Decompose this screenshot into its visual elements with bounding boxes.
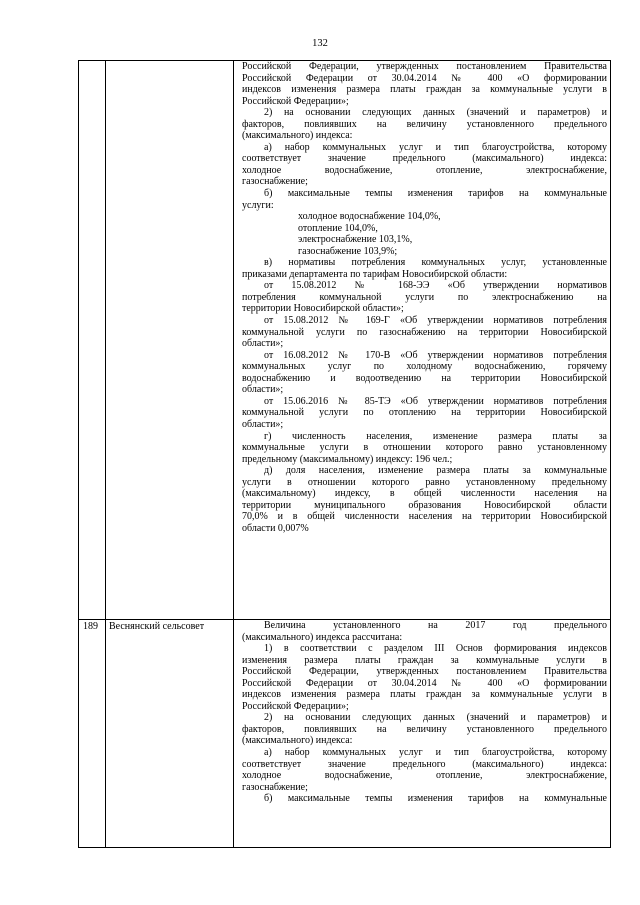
description-text: [234, 61, 610, 534]
text-line: б) максимальные темпы изменения тарифов на коммунальные: [264, 793, 607, 805]
text-line: холодное водоснабжение 104,0%,: [298, 211, 441, 223]
text-line: Российской Федерации, утвержденных постановлением Правительства: [242, 666, 607, 678]
text-line: от 15.06.2016 № 85-ТЭ «Об утверждении нормативов потребления: [264, 395, 607, 407]
municipality-name: Веснянский сельсовет: [109, 621, 205, 632]
text-line: услуги в отношении которого равно установленному предельному: [242, 476, 607, 488]
text-line: от 16.08.2012 № 170-В «Об утверждении нормативов потребления: [264, 349, 607, 361]
text-line: предельному (максимальному) индексу: 196 чел.;: [242, 453, 453, 465]
text-line: области 0,007%: [242, 522, 309, 534]
page-number: 132: [312, 38, 328, 49]
text-line: области»;: [242, 418, 284, 430]
text-line: газоснабжение;: [242, 781, 308, 793]
table-row: [79, 61, 611, 620]
text-line: б) максимальные темпы изменения тарифов на коммунальные: [264, 188, 607, 200]
text-line: холодное водоснабжение, отопление, электроснабжение,: [242, 164, 607, 176]
description-text: [234, 620, 610, 805]
text-line: 2) на основании следующих данных (значений и параметров) и: [264, 712, 607, 724]
description-cell: [234, 620, 611, 848]
text-line: территории муниципального образования Новосибирской области: [242, 499, 607, 511]
text-line: территории Новосибирской области»;: [242, 303, 404, 315]
text-line: холодное водоснабжение, отопление, электроснабжение,: [242, 770, 607, 782]
text-line: Российской Федерации»;: [242, 700, 349, 712]
text-line: (максимальному) индексу, в общей численности населения на: [242, 488, 607, 500]
text-line: изменения размера платы граждан за коммунальные услуги в: [242, 654, 607, 666]
text-line: факторов, повлиявших на величину установленного предельного: [242, 723, 607, 735]
text-line: соответствует значение предельного (максимального) индекса:: [242, 758, 607, 770]
text-line: области»;: [242, 384, 284, 396]
text-line: коммунальные услуги в отношении которого равно установленному: [242, 442, 607, 454]
row-number-cell: [79, 61, 106, 620]
text-line: газоснабжение;: [242, 176, 308, 188]
text-line: д) доля населения, изменение размера платы за коммунальные: [264, 465, 607, 477]
text-line: а) набор коммунальных услуг и тип благоустройства, которому: [264, 141, 607, 153]
text-line: (максимального) индекса:: [242, 130, 353, 142]
text-line: г) численность населения, изменение размера платы за: [264, 430, 607, 442]
text-line: потребления коммунальной услуги по электроснабжению на: [242, 291, 607, 303]
text-line: индексов изменения размера платы граждан за коммунальные услуги в: [242, 84, 607, 96]
text-line: Величина установленного на 2017 год предельного: [264, 620, 607, 631]
text-line: (максимального) индекса рассчитана:: [242, 631, 403, 643]
text-line: (максимального) индекса:: [242, 735, 353, 747]
text-line: Российской Федерации от 30.04.2014 № 400 «О формировании: [242, 72, 607, 84]
text-line: индексов изменения размера платы граждан за коммунальные услуги в: [242, 689, 607, 701]
row-number-cell: [79, 620, 106, 848]
text-line: услуги:: [242, 199, 274, 211]
text-line: Российской Федерации от 30.04.2014 № 400 «О формировании: [242, 677, 607, 689]
text-line: области»;: [242, 338, 284, 350]
text-line: газоснабжение 103,9%;: [298, 245, 398, 257]
text-line: коммунальной услуги по газоснабжению на территории Новосибирской: [242, 326, 607, 338]
text-line: от 15.08.2012 № 168-ЭЭ «Об утверждении нормативов: [264, 280, 607, 292]
description-cell: [234, 61, 611, 620]
text-line: коммунальных услуг по холодному водоснабжению, горячему: [242, 361, 607, 373]
text-line: соответствует значение предельного (максимального) индекса:: [242, 153, 607, 165]
text-line: электроснабжение 103,1%,: [298, 234, 413, 246]
text-line: факторов, повлиявших на величину установленного предельного: [242, 118, 607, 130]
text-line: 70,0% и в общей численности населения на территории Новосибирской: [242, 511, 607, 523]
text-line: приказами департамента по тарифам Новосибирской области:: [242, 268, 508, 280]
text-line: отопление 104,0%,: [298, 222, 378, 234]
municipality-cell: [106, 61, 234, 620]
text-line: Российской Федерации»;: [242, 95, 349, 107]
table-body: [79, 61, 611, 848]
municipality-name: [106, 61, 233, 62]
row-number: 189: [83, 621, 98, 632]
table-row: [79, 620, 611, 848]
text-line: Российской Федерации, утвержденных постановлением Правительства: [242, 61, 607, 72]
text-line: 1) в соответствии с разделом III Основ формирования индексов: [264, 643, 607, 655]
text-line: а) набор коммунальных услуг и тип благоустройства, которому: [264, 747, 607, 759]
text-line: от 15.08.2012 № 169-Г «Об утверждении нормативов потребления: [264, 315, 607, 327]
tariff-index-table: [78, 60, 611, 848]
row-number: [79, 61, 105, 62]
municipality-cell: [106, 620, 234, 848]
text-line: 2) на основании следующих данных (значений и параметров) и: [264, 107, 607, 119]
text-line: коммунальной услуги по отоплению на территории Новосибирской: [242, 407, 607, 419]
text-line: водоснабжению и водоотведению на территории Новосибирской: [242, 372, 607, 384]
text-line: в) нормативы потребления коммунальных услуг, установленные: [264, 257, 607, 269]
